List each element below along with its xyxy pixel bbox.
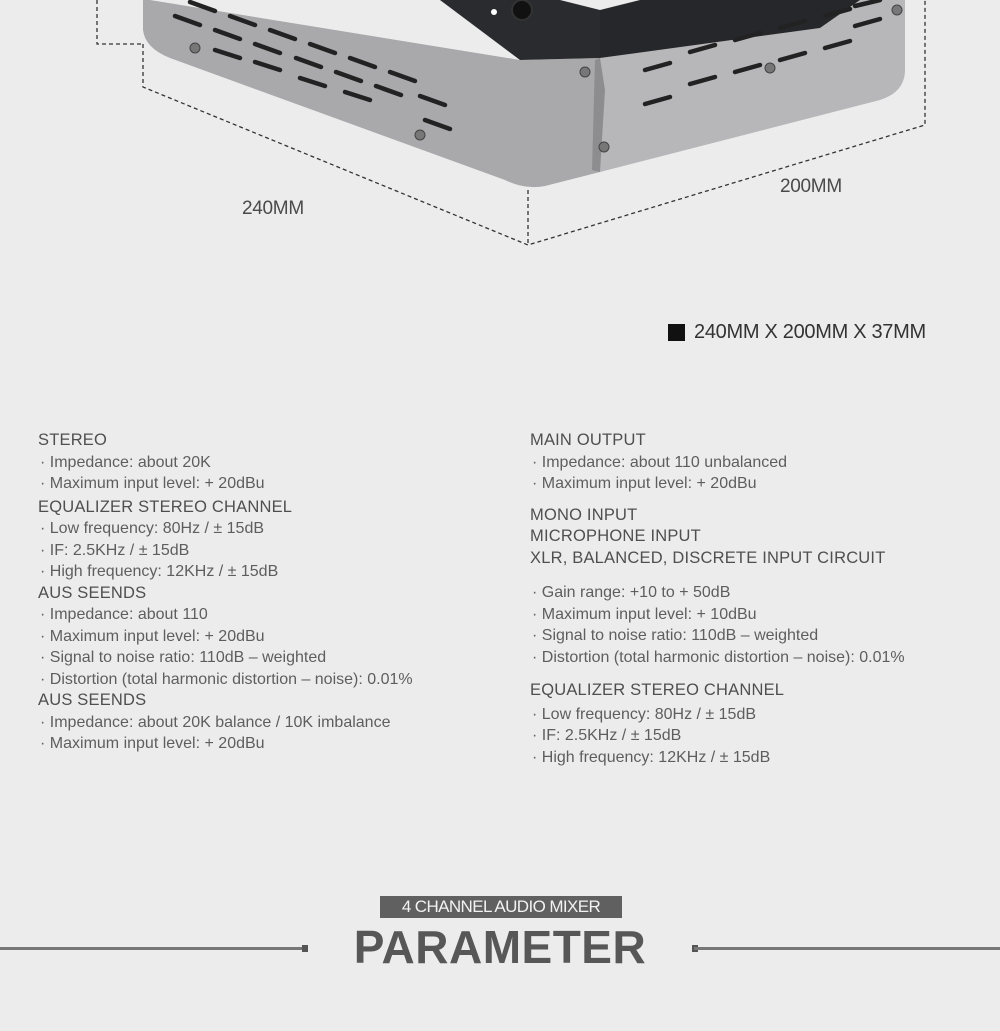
overall-dimensions — [668, 321, 926, 344]
spec-item: · Distortion (total harmonic distortion – noise): 0.01% — [530, 647, 990, 669]
spec-heading: AUS SEENDS — [38, 583, 147, 602]
spec-heading: AUS SEENDS — [38, 691, 147, 709]
spec-item: · Gain range: +10 to + 50dB — [530, 582, 990, 604]
square-bullet-icon — [668, 324, 685, 341]
spec-item: · Maximum input level: + 10dBu — [530, 604, 990, 626]
mixer-product-illustration — [0, 0, 1000, 270]
width-dimension-label: 240MM — [242, 198, 304, 219]
spec-item: · High frequency: 12KHz / ± 15dB — [530, 747, 990, 769]
spec-heading: XLR, BALANCED, DISCRETE INPUT CIRCUIT — [530, 548, 886, 567]
page-title: PARAMETER — [353, 921, 647, 973]
dimensions-text: 240MM X 200MM X 37MM — [694, 321, 926, 343]
spec-item: · Maximum input level: + 20dBu — [530, 473, 990, 495]
spec-item: · High frequency: 12KHz / ± 15dB — [38, 561, 498, 583]
spec-item: · Maximum input level: + 20dBu — [38, 733, 498, 755]
spec-item: · Impedance: about 110 unbalanced — [530, 452, 990, 474]
spec-group-aus-sends-2 — [38, 690, 498, 755]
spec-item: · Low frequency: 80Hz / ± 15dB — [530, 704, 990, 726]
depth-dimension-label: 200MM — [780, 176, 842, 197]
spec-group-aus-sends-1 — [38, 583, 498, 691]
spec-group-mono-input — [530, 505, 990, 669]
spec-item: · Low frequency: 80Hz / ± 15dB — [38, 518, 498, 540]
title-badge: 4 CHANNEL AUDIO MIXER — [380, 896, 622, 918]
divider-right — [694, 947, 1000, 950]
spec-group-equalizer — [38, 497, 498, 583]
spec-item: · Maximum input level: + 20dBu — [38, 473, 498, 495]
specs-right-column — [530, 430, 990, 768]
spec-group-equalizer-right — [530, 680, 990, 768]
spec-item: · Maximum input level: + 20dBu — [38, 626, 498, 648]
spec-item: · IF: 2.5KHz / ± 15dB — [38, 540, 498, 562]
spec-item: · IF: 2.5KHz / ± 15dB — [530, 725, 990, 747]
spec-heading: STEREO — [38, 431, 108, 449]
spec-heading: MAIN OUTPUT — [530, 431, 646, 449]
specs-left-column — [38, 430, 498, 755]
spec-item: · Impedance: about 110 — [38, 604, 498, 626]
spec-item: · Impedance: about 20K balance / 10K imbalance — [38, 712, 498, 734]
spec-item: · Distortion (total harmonic distortion – noise): 0.01% — [38, 669, 498, 691]
spec-heading: EQUALIZER STEREO CHANNEL — [38, 497, 293, 516]
spec-item: · Impedance: about 20K — [38, 452, 498, 474]
mixer-chassis-drawing — [0, 0, 1000, 270]
spec-heading: EQUALIZER STEREO CHANNEL — [530, 681, 785, 699]
spec-group-stereo — [38, 430, 498, 495]
spec-group-main-output — [530, 430, 990, 495]
spec-item: · Signal to noise ratio: 110dB – weighted — [530, 625, 990, 647]
spec-heading: MONO INPUT — [530, 505, 638, 524]
spec-heading: MICROPHONE INPUT — [530, 527, 701, 545]
spec-item: · Signal to noise ratio: 110dB – weighted — [38, 647, 498, 669]
